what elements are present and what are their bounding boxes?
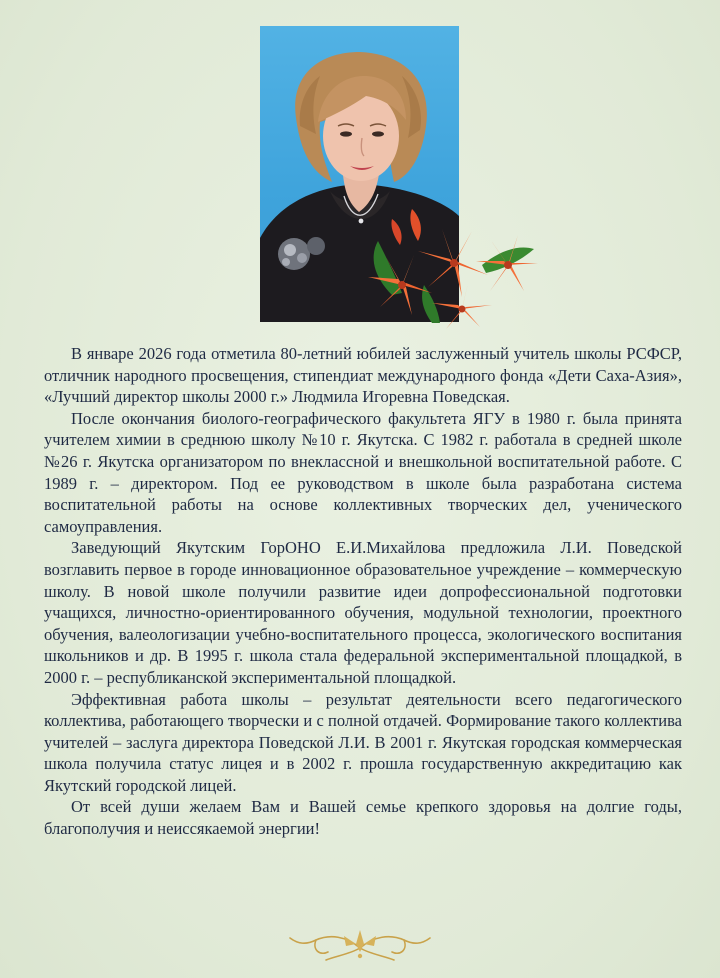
article <box>44 343 682 840</box>
article-paragraph-1: В январе 2026 года отметила 80-летний юбилей заслуженный учитель школы РСФСР, отличник народного просвещения, стипендиат международного фонда «Дети Саха-Азия», «Лучший директор школы 2000 г.» Людмила Игоревна Поведская. <box>44 344 682 407</box>
article-paragraph-3: Заведующий Якутским ГорОНО Е.И.Михайлова предложила Л.И. Поведской возглавить первое в городе инновационное образовательное учреждение – коммерческую школу. В новой школе получили развитие идеи допрофессиональной подготовки учащихся, личностно-ориентированного обучения, модульной технологии, проектного обучения, валеологизации учебно-воспитательного процесса, экологического воспитания школьников и др. В 1995 г. школа стала федеральной экспериментальной площадкой, в 2000 г. – республиканской экспериментальной площадкой. <box>44 538 682 687</box>
article-paragraph-2: После окончания биолого-географического факультета ЯГУ в 1980 г. была принята учителем химии в среднюю школу №10 г. Якутска. С 1982 г. работала в средней школе №26 г. Якутска организатором по внеклассной и внешкольной воспитательной работе. С 1989 г. – директором. Под ее руководством в школе была разработана система воспитательной работы на основе коллективных творческих дел, ученического самоуправления. <box>44 408 682 536</box>
gold-flourish-ornament-icon <box>286 926 434 964</box>
article-paragraph-4: Эффективная работа школы – результат деятельности всего педагогического коллектива, работающего творчески и с полной отдачей. Формирование такого коллектива учителей – заслуга директора Поведской Л.И. В 2001 г. Якутская городская коммерческая школа получила статус лицея и в 2002 г. прошла государственную аккредитацию как Якутский городской лицей. <box>44 689 682 795</box>
lily-flowers-icon <box>362 205 542 333</box>
article-paragraph-5: От всей души желаем Вам и Вашей семье крепкого здоровья на долгие годы, благополучия и неиссякаемой энергии! <box>44 797 682 839</box>
